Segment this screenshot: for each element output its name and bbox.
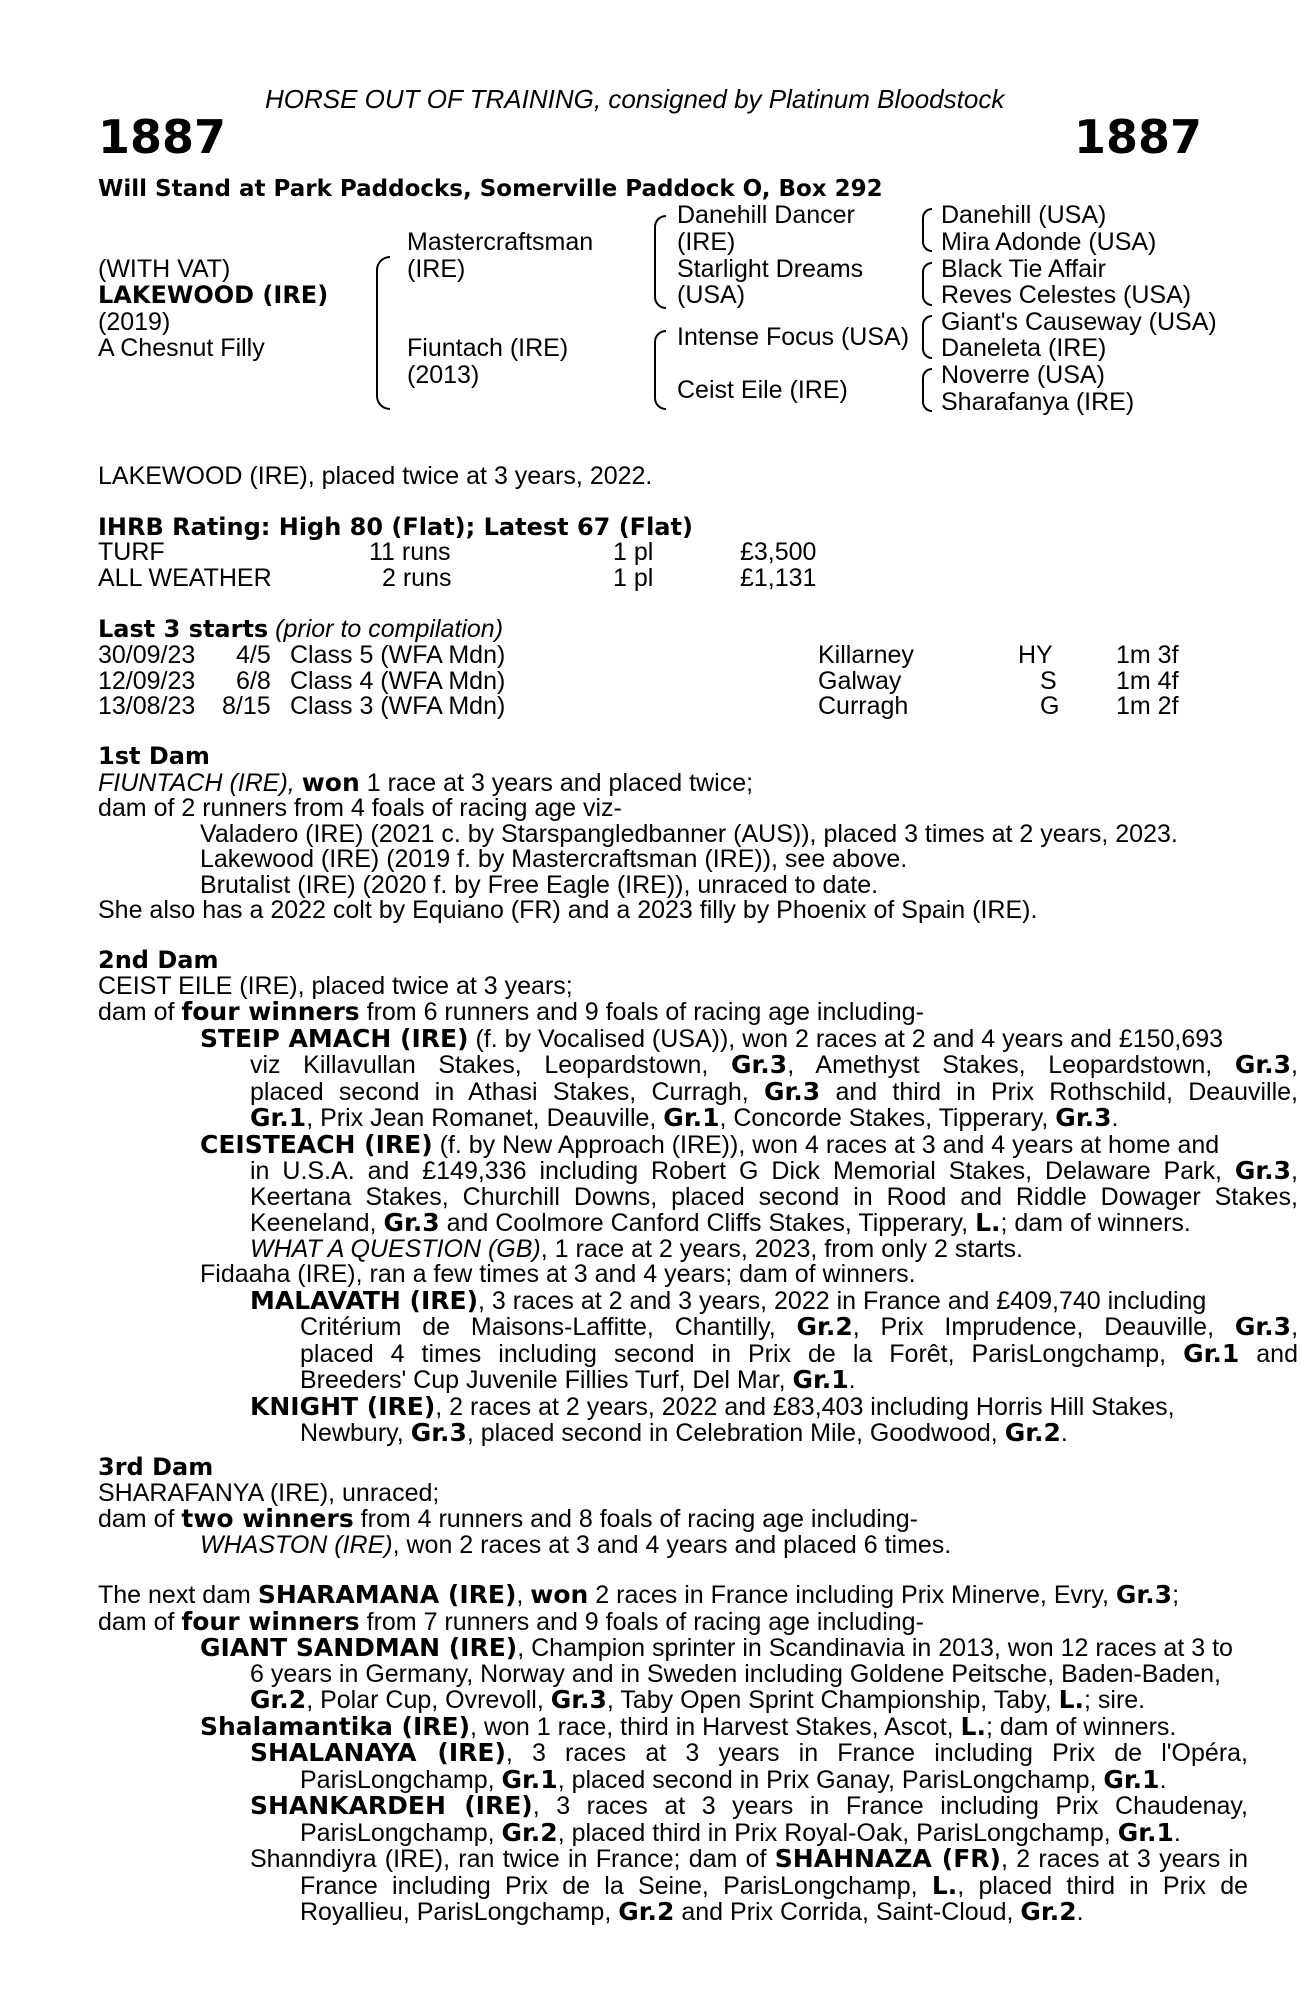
produce-line: CEISTEACH (IRE) (f. by New Approach (IRE)), won 4 races at 3 and 4 years at home and [200,1129,1220,1159]
g3-7: Noverre (USA) [941,361,1105,389]
g3-1: Danehill (USA) [941,201,1107,229]
lot-number-right: 1887 [1073,110,1202,164]
produce-line: Gr.2, Polar Cup, Ovrevoll, Gr.3, Taby Open Sprint Championship, Taby, L.; sire. [250,1685,1146,1714]
produce-line: ParisLongchamp, Gr.1, placed second in Prix Ganay, ParisLongchamp, Gr.1. [300,1764,1167,1794]
first-dam-section [98,744,1198,924]
stabling-line: Will Stand at Park Paddocks, Somerville Paddock O, Box 292 [98,176,883,202]
first-dam-line: She also has a 2022 colt by Equiano (FR) and a 2023 filly by Phoenix of Spain (IRE). [98,896,1038,924]
pedigree-brace [376,256,390,410]
last-starts-title: Last 3 starts [98,615,269,643]
pedigree-brace [922,315,932,359]
produce-line: Keeneland, Gr.3 and Coolmore Canford Cliffs Stakes, Tipperary, L.; dam of winners. [250,1208,1191,1237]
g3-2: Mira Adonde (USA) [941,228,1157,256]
start-distance: 1m 2f [1116,692,1179,720]
sire-dam-line2: (USA) [677,281,746,309]
start-going: G [1040,692,1060,720]
produce-line: Lakewood (IRE) (2019 f. by Mastercraftsman (IRE)), see above. [200,845,908,873]
produce-line: WHASTON (IRE), won 2 races at 3 and 4 years and placed 6 times. [200,1530,952,1559]
produce-line: WHAT A QUESTION (GB), 1 race at 2 years, 2023, from only 2 starts. [250,1234,1023,1263]
rating-surface: ALL WEATHER [98,564,272,592]
first-dam-line: FIUNTACH (IRE), won 1 race at 3 years and placed twice; [98,767,754,797]
rating-earnings: £3,500 [740,538,817,566]
sire-line2: (IRE) [407,255,466,283]
first-dam-heading: 1st Dam [98,742,210,770]
second-dam-section [98,946,1299,1447]
produce-line: Fidaaha (IRE), ran a few times at 3 and 4 years; dam of winners. [200,1260,916,1288]
dam-line1: Fiuntach (IRE) [407,334,569,362]
g3-3: Black Tie Affair [941,255,1106,283]
pedigree-brace [654,215,666,309]
produce-line: 6 years in Germany, Norway and in Sweden including Goldene Peitsche, Baden-Baden, [250,1659,1221,1688]
horse-description: A Chesnut Filly [98,334,265,362]
start-race: Class 3 (WFA Mdn) [290,692,506,720]
third-dam-section [98,1455,1198,1558]
vat-label: (WITH VAT) [98,255,231,283]
produce-line: France including Prix de la Seine, ParisLongchamp, L., placed third in Prix de [300,1870,1249,1900]
dam-line2: (2013) [407,361,480,389]
start-distance: 1m 4f [1116,667,1179,695]
next-dam-line: The next dam SHARAMANA (IRE), won 2 races in France including Prix Minerve, Evry, Gr.3; [98,1580,1180,1609]
start-going: HY [1018,641,1053,669]
produce-line: STEIP AMACH (IRE) (f. by Vocalised (USA)), won 2 races at 2 and 4 years and £150,693 [200,1023,1224,1053]
produce-line: SHANKARDEH (IRE), 3 races at 3 years in France including Prix Chaudenay, [250,1791,1248,1820]
produce-line: ParisLongchamp, Gr.2, placed third in Prix Royal-Oak, ParisLongchamp, Gr.1. [300,1817,1181,1847]
g3-6: Daneleta (IRE) [941,334,1107,362]
start-race: Class 4 (WFA Mdn) [290,667,506,695]
produce-line: MALAVATH (IRE), 3 races at 2 and 3 years, 2022 in France and £409,740 including [250,1285,1207,1315]
start-distance: 1m 3f [1116,641,1179,669]
start-course: Curragh [818,692,909,720]
produce-line: Valadero (IRE) (2021 c. by Starspangledbanner (AUS)), placed 3 times at 2 years, 2023. [200,819,1178,848]
sire-dam-line1: Starlight Dreams [677,255,864,283]
consignment-line: HORSE OUT OF TRAINING, consigned by Platinum Bloodstock [265,84,1005,114]
start-date: 13/08/23 [98,692,196,720]
rating-earnings: £1,131 [740,564,817,592]
last-starts-note: (prior to compilation) [275,615,504,643]
produce-line: placed second in Athasi Stakes, Curragh, Gr.3 and third in Prix Rothschild, Deauville, [250,1076,1298,1106]
start-course: Killarney [818,641,914,669]
horse-year: (2019) [98,308,171,336]
start-position: 6/8 [236,667,271,695]
start-course: Galway [818,667,902,695]
produce-line: placed 4 times including second in Prix de la Forêt, ParisLongchamp, Gr.1 and [300,1338,1298,1368]
produce-line: SHALANAYA (IRE), 3 races at 3 years in France including Prix de l'Opéra, [250,1738,1248,1767]
produce-line: Shalamantika (IRE), won 1 race, third in Harvest Stakes, Ascot, L.; dam of winners. [200,1711,1177,1741]
next-dam-line: dam of four winners from 7 runners and 9 foals of racing age including- [98,1606,924,1636]
sire-sire-line2: (IRE) [677,228,736,256]
dam-sire: Intense Focus (USA) [677,323,910,351]
start-date: 30/09/23 [98,641,196,669]
produce-line: in U.S.A. and £149,336 including Robert G Dick Memorial Stakes, Delaware Park, Gr.3, [250,1156,1298,1185]
produce-line: Royallieu, ParisLongchamp, Gr.2 and Prix Corrida, Saint-Cloud, Gr.2. [300,1897,1084,1926]
horse-name: LAKEWOOD (IRE) [98,281,329,309]
pedigree-brace [922,262,932,306]
rating-placings: 1 pl [613,538,654,566]
sire-sire-line1: Danehill Dancer [677,201,855,229]
last-starts-heading [98,616,503,642]
start-position: 4/5 [236,641,271,669]
rating-runs: 11 runs [369,538,451,566]
pedigree-brace [922,368,932,412]
pedigree-brace [922,208,932,252]
start-position: 8/15 [222,692,271,720]
start-race: Class 5 (WFA Mdn) [290,641,506,669]
third-dam-line: dam of two winners from 4 runners and 8 foals of racing age including- [98,1504,918,1533]
produce-line: viz Killavullan Stakes, Leopardstown, Gr.3, Amethyst Stakes, Leopardstown, Gr.3, [250,1050,1298,1079]
produce-line: Shanndiyra (IRE), ran twice in France; dam of SHAHNAZA (FR), 2 races at 3 years in [250,1844,1248,1873]
second-dam-line: CEIST EILE (IRE), placed twice at 3 years; [98,971,573,1000]
produce-line: KNIGHT (IRE), 2 races at 2 years, 2022 and £83,403 including Horris Hill Stakes, [250,1391,1175,1421]
g3-5: Giant's Causeway (USA) [941,308,1217,336]
rating-placings: 1 pl [613,564,654,592]
pedigree-brace [654,330,666,410]
rating-heading: IHRB Rating: High 80 (Flat); Latest 67 (Flat) [98,513,693,541]
produce-line: Gr.1, Prix Jean Romanet, Deauville, Gr.1, Concorde Stakes, Tipperary, Gr.3. [250,1103,1119,1132]
next-dam-section [98,1580,1249,1926]
produce-line: GIANT SANDMAN (IRE), Champion sprinter in Scandinavia in 2013, won 12 races at 3 to [200,1633,1233,1662]
summary-line: LAKEWOOD (IRE), placed twice at 3 years, 2022. [98,462,653,490]
produce-line: Newbury, Gr.3, placed second in Celebration Mile, Goodwood, Gr.2. [300,1418,1068,1447]
produce-line: Keertana Stakes, Churchill Downs, placed second in Rood and Riddle Dowager Stakes, [250,1182,1298,1211]
second-dam-heading: 2nd Dam [98,946,219,974]
g3-8: Sharafanya (IRE) [941,388,1135,416]
g3-4: Reves Celestes (USA) [941,281,1192,309]
dam-dam: Ceist Eile (IRE) [677,376,848,404]
rating-surface: TURF [98,538,165,566]
start-going: S [1040,667,1057,695]
third-dam-heading: 3rd Dam [98,1453,214,1481]
third-dam-line: SHARAFANYA (IRE), unraced; [98,1478,440,1507]
sire-line1: Mastercraftsman [407,228,594,256]
start-date: 12/09/23 [98,667,196,695]
lot-number-left: 1887 [98,110,227,164]
first-dam-line: dam of 2 runners from 4 foals of racing age viz- [98,794,622,822]
produce-line: Brutalist (IRE) (2020 f. by Free Eagle (IRE)), unraced to date. [200,870,879,899]
rating-runs: 2 runs [382,564,452,592]
produce-line: Breeders' Cup Juvenile Fillies Turf, Del Mar, Gr.1. [300,1365,856,1394]
second-dam-line: dam of four winners from 6 runners and 9 foals of racing age including- [98,997,924,1026]
produce-line: Critérium de Maisons-Laffitte, Chantilly, Gr.2, Prix Imprudence, Deauville, Gr.3, [300,1312,1299,1341]
